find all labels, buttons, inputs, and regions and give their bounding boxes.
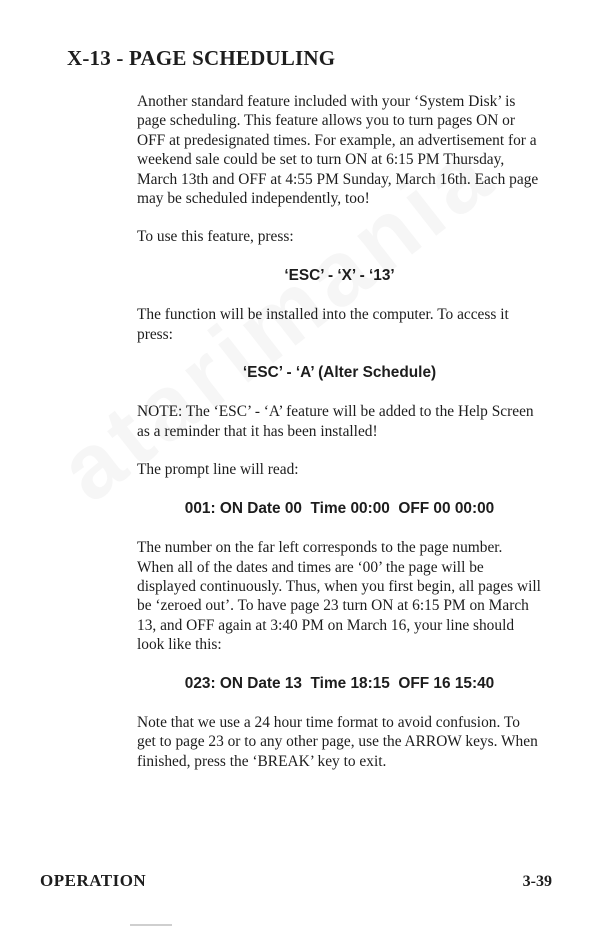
paragraph-access: The function will be installed into the computer. To access it press: bbox=[137, 306, 509, 343]
footer-section: OPERATION bbox=[40, 871, 147, 890]
footer-page-number: 3-39 bbox=[522, 873, 552, 890]
paragraph-use: To use this feature, press: bbox=[137, 228, 294, 246]
prompt-line-default: 001: ON Date 00 Time 00:00 OFF 00 00:00 bbox=[184, 499, 495, 517]
command-install: ‘ESC’ - ‘X’ - ‘13’ bbox=[284, 266, 395, 284]
page-title: X-13 - PAGE SCHEDULING bbox=[67, 46, 336, 70]
paragraph-note: NOTE: The ‘ESC’ - ‘A’ feature will be added to the Help Screen as a reminder that it has been installed! bbox=[137, 403, 534, 440]
paragraph-intro: Another standard feature included with your ‘System Disk’ is page scheduling. This feature allows you to turn pages ON or OFF at predesignated times. For example, an advertisement for a weekend sale could be set to turn ON at 6:15 PM Thursday, March 13th and OFF at 4:55 PM Sunday, March 16th. Each page may be scheduled independently, too! bbox=[137, 93, 539, 208]
prompt-line-example: 023: ON Date 13 Time 18:15 OFF 16 15:40 bbox=[184, 674, 495, 692]
body-text bbox=[137, 92, 542, 790]
paragraph-prompt: The prompt line will read: bbox=[137, 461, 299, 479]
command-alter-schedule: ‘ESC’ - ‘A’ (Alter Schedule) bbox=[242, 364, 437, 382]
paragraph-closing: Note that we use a 24 hour time format to avoid confusion. To get to page 23 or to any other page, use the ARROW keys. When finished, press the ‘BREAK’ key to exit. bbox=[137, 713, 538, 770]
scan-artifact bbox=[130, 924, 172, 926]
paragraph-explanation: The number on the far left corresponds to the page number. When all of the dates and times are ‘00’ the page will be displayed continuously. Thus, when you first begin, all pages will be ‘zeroed out’. To have page 23 turn ON at 6:15 PM on March 13, and OFF again at 3:40 PM on March 16, your line should look like this: bbox=[137, 539, 541, 654]
